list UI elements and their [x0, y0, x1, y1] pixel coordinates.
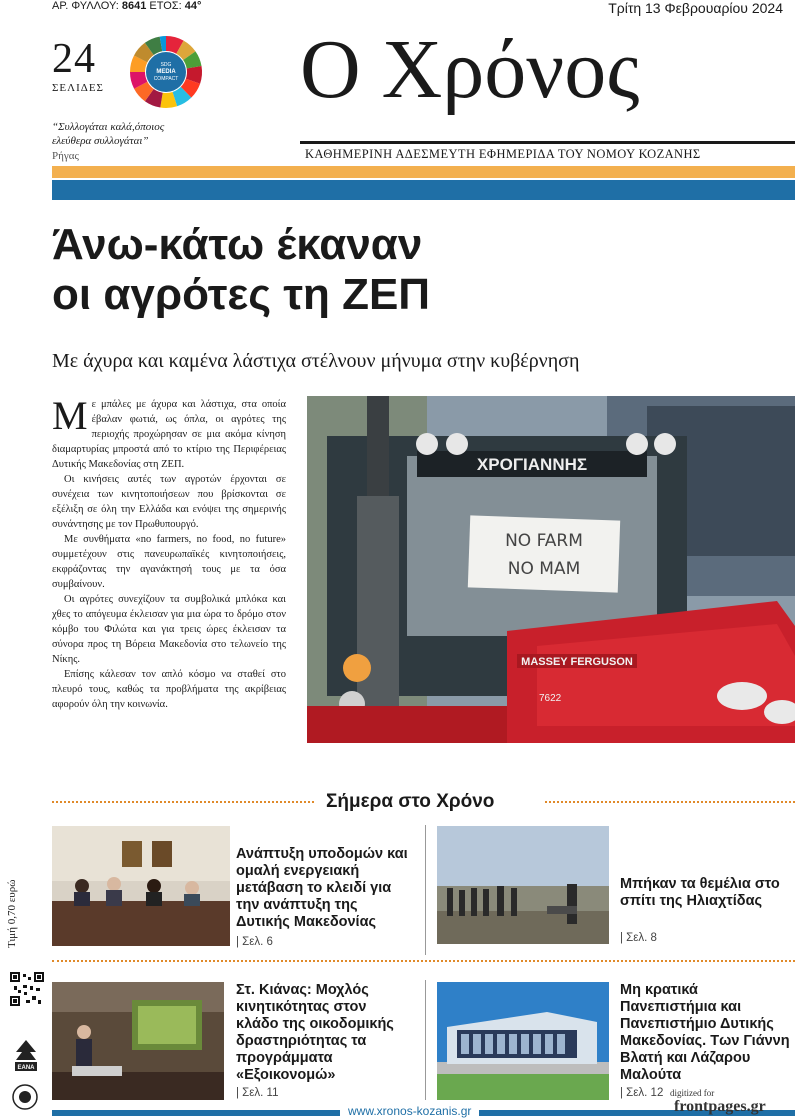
- story-page-ref[interactable]: | Σελ. 6: [236, 936, 273, 948]
- lead-paragraph: Επίσης κάλεσαν τον απλό κόσμο να σταθεί στο πλευρό τους, καθώς τα προβλήματα της ακρίβειας αφορούν όλη την κοινωνία.: [52, 669, 286, 710]
- frontpages-watermark[interactable]: frontpages.gr: [674, 1098, 766, 1115]
- photo-model: 7622: [539, 693, 562, 704]
- sdg-line1: SDG: [160, 62, 172, 68]
- story-photo-conference[interactable]: [52, 826, 230, 946]
- masthead-rule: [300, 141, 795, 144]
- story-title[interactable]: Μπήκαν τα θεμέλια στο σπίτι της Ηλιαχτίδας: [620, 876, 780, 909]
- stories-row-divider: [52, 960, 795, 962]
- price-label: Τιμή 0,70 ευρώ: [6, 879, 18, 948]
- column-divider: [425, 980, 426, 1100]
- pages-label: ΣΕΛΙΔΕΣ: [52, 82, 104, 94]
- lead-paragraph: Με συνθήματα «no farmers, no food, no future» συμμετέχουν στις πανευρωπαϊκές κινητοποιήσεις, εκφράζοντας την αγανάκτησή τους με τα όσα συμβαίνουν.: [52, 534, 286, 590]
- sdg-line3: COMPACT: [153, 76, 179, 82]
- story-title[interactable]: Στ. Κιάνας: Μοχλός κινητικότητας στον κλάδο της οικοδομικής δραστηριότητας τα προγράμματα «Εξοικονομώ»: [236, 982, 394, 1083]
- story-photo-university[interactable]: [437, 982, 609, 1100]
- header-stripe-blue: [52, 180, 795, 200]
- issue-date: Τρίτη 13 Φεβρουαρίου 2024: [608, 0, 783, 16]
- publishers-seal-icon: [12, 1084, 38, 1110]
- story-photo-groundbreaking[interactable]: [437, 826, 609, 944]
- lead-headline[interactable]: [52, 220, 772, 320]
- photo-brand: MASSEY FERGUSON: [521, 656, 633, 668]
- section-rule-right: [545, 801, 795, 803]
- eana-logo: [12, 1038, 40, 1072]
- lead-paragraph: Οι αγρότες συνεχίζουν τα συμβολικά μπλόκα και χθες το απόγευμα έκλεισαν για μια ώρα το δρόμο στον κόμβο του Φιλώτα και για τρεις ώρες έκλεισαν τα σύνορα προς τη Βόρεια Μακεδονία στο τελωνείο της Νίκης.: [52, 594, 286, 665]
- section-rule-left: [52, 801, 314, 803]
- section-title: Σήμερα στο Χρόνο: [326, 791, 495, 812]
- story-page-ref[interactable]: | Σελ. 11: [236, 1087, 279, 1099]
- header-stripe-orange: [52, 166, 795, 178]
- masthead-tagline: ΚΑΘΗΜΕΡΙΝΗ ΑΔΕΣΜΕΥΤΗ ΕΦΗΜΕΡΙΔΑ ΤΟΥ ΝΟΜΟΥ ΚΟΖΑΝΗΣ: [305, 147, 701, 161]
- story-photo-presentation[interactable]: [52, 982, 224, 1100]
- lead-paragraph: Οι κινήσεις αυτές των αγροτών έρχονται σε συνέχεια των κινητοποιήσεων που βρίσκονται σε εξέλιξη σε όλη την Ελλάδα και ενόψει της σημερινής συνάντησης με τον Πρωθυπουργό.: [52, 474, 286, 530]
- lead-photo-tractor[interactable]: [307, 396, 795, 743]
- year-prefix: ΕΤΟΣ:: [149, 0, 182, 12]
- issue-prefix: ΑΡ. ΦΥΛΛΟΥ:: [52, 0, 119, 12]
- story-title[interactable]: Μη κρατικά Πανεπιστήμια και Πανεπιστήμιο Δυτικής Μακεδονίας. Των Γιάννη Βλατή και Λάζαρου Μαλούτα: [620, 982, 790, 1083]
- column-divider: [425, 825, 426, 955]
- masthead-quote: “Συλλογάται καλά,όποιος ελεύθερα συλλογάται”: [52, 121, 165, 147]
- sdg-media-compact-logo: [128, 34, 204, 110]
- pages-count: 24: [52, 36, 96, 82]
- website-link[interactable]: www.xronos-kozanis.gr: [340, 1104, 479, 1118]
- story-page-ref[interactable]: | Σελ. 12: [620, 1087, 664, 1099]
- sdg-line2: MEDIA: [156, 69, 176, 75]
- newspaper-masthead: Ο Χρόνος: [300, 23, 640, 116]
- story-title[interactable]: Ανάπτυξη υποδομών και ομαλή ενεργειακή μετάβαση το κλειδί για την ανάπτυξη της Δυτικής Μακεδονίας: [236, 846, 408, 930]
- photo-sign: ΧΡΟΓΙΑΝΝΗΣ: [476, 455, 588, 474]
- issue-info: [52, 0, 201, 12]
- year-value: 44°: [184, 0, 202, 12]
- headline-line2: οι αγρότες τη ΖΕΠ: [52, 270, 431, 319]
- lead-body: [52, 393, 286, 712]
- lead-subheadline: Με άχυρα και καμένα λάστιχα στέλνουν μήνυμα στην κυβέρνηση: [52, 350, 580, 372]
- qr-code-icon[interactable]: [10, 972, 44, 1006]
- photo-placard-line2: NO MAM: [507, 559, 581, 579]
- photo-placard-line1: NO FARM: [505, 531, 583, 551]
- headline-line1: Άνω-κάτω έκαναν: [52, 220, 423, 269]
- dropcap: Μ: [52, 393, 88, 438]
- quote-author: Ρήγας: [52, 150, 79, 162]
- digitized-label: digitized for: [670, 1088, 715, 1098]
- story-page-ref[interactable]: | Σελ. 8: [620, 932, 657, 944]
- issue-number: 8641: [121, 0, 147, 12]
- eana-label: ΕΑΝΑ: [17, 1065, 35, 1071]
- lead-paragraph: Με μπάλες με άχυρα και λάστιχα, στα οποία έβαλαν φωτιά, ως όπλα, οι αγρότες της περιοχής προχώρησαν σε μια ακόμα κίνηση διαμαρτυρίας μπροστά από το κτίριο της Περιφέρειας Δυτικής Μακεδονίας στη ΖΕΠ.: [52, 393, 286, 470]
